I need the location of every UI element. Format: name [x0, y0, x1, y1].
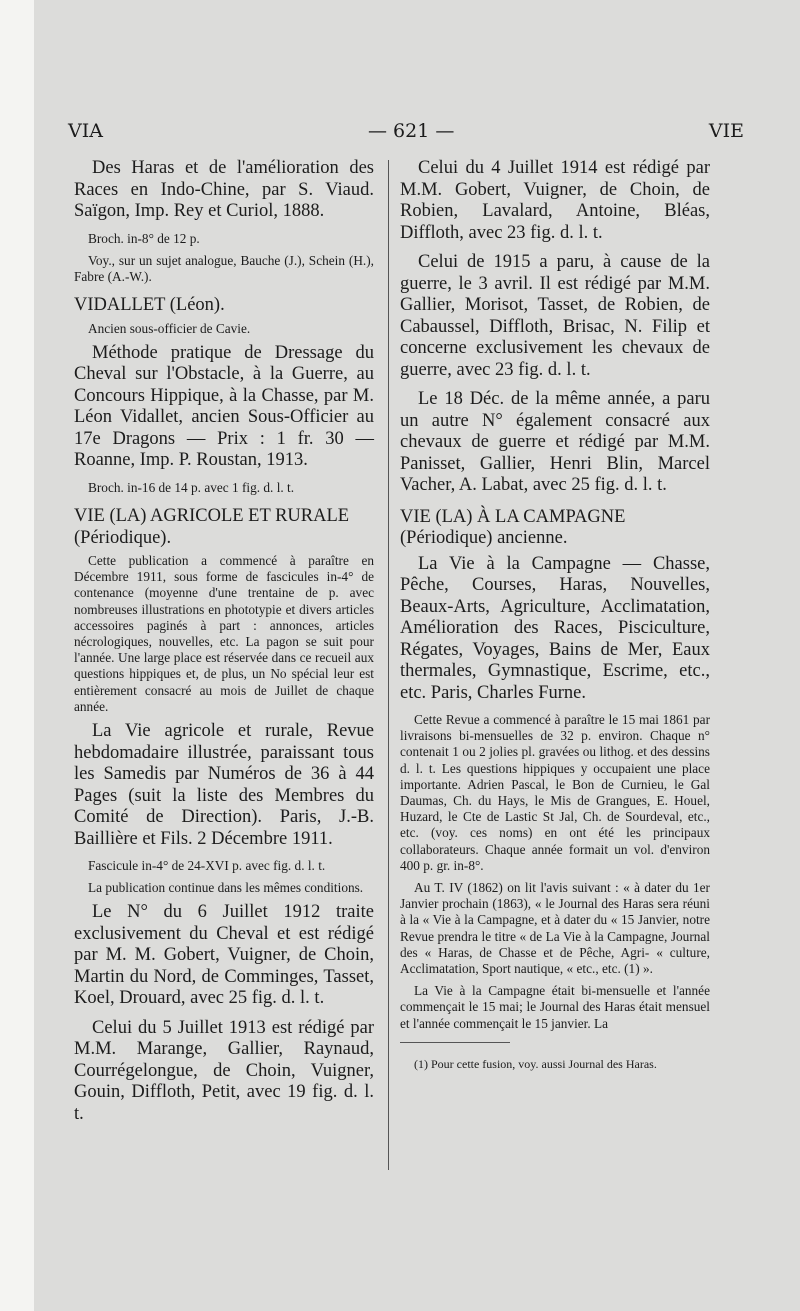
footnote: (1) Pour cette fusion, voy. aussi Journal des Haras.: [414, 1056, 657, 1071]
entry-note: Ancien sous-officier de Cavie.: [88, 320, 251, 336]
entry-heading: VIE (LA) À LA CAMPAGNE (Périodique) ancienne.: [400, 506, 626, 548]
entry-text: Le 18 Déc. de la même année, a paru un autre N° également consacré aux chevaux de guerre et rédigé par M.M. Panisset, Gallier, Henri Blin, Marcel Vacher, A. Labat, avec 25 fig. d. l. t.: [400, 389, 710, 495]
entry-note: Au T. IV (1862) on lit l'avis suivant : « à dater du 1er Janvier prochain (1863), « le Journal des Haras sera réuni à la « Vie à la Campagne, et à dater du « 15 Janvier, notre Revue prendra le titre « de La Vie à la Campagne, Journal des « Haras, de Chasse et de Pêche, Agri- « culture, Acclimatation, Sport nautique, « etc., etc. (1) ».: [400, 880, 710, 977]
entry-note: Broch. in-16 de 14 p. avec 1 fig. d. l. t.: [88, 479, 295, 495]
right-column: [400, 158, 710, 1071]
entry-heading: VIDALLET (Léon).: [74, 295, 225, 316]
entry-note: La publication continue dans les mêmes conditions.: [88, 880, 364, 896]
footnote-rule: [400, 1042, 510, 1043]
entry-text: La Vie agricole et rurale, Revue hebdomadaire illustrée, paraissant tous les Samedis par Numéros de 36 à 44 Pages (suit la liste des Membres du Comité de Direction). Paris, J.-B. Baillière et Fils. 2 Décembre 1911.: [74, 721, 374, 849]
header-left: VIA: [68, 120, 103, 142]
entry-heading: VIE (LA) AGRICOLE ET RURALE (Périodique).: [74, 506, 350, 548]
entry-note: Cette publication a commencé à paraître en Décembre 1911, sous forme de fascicules in-4° de contenance (moyenne d'une trentaine de p. avec nombreuses illustrations en phototypie et divers articles accessoires paginés à part : annonces, articles nécrologiques, nouvelles, etc. La pagon se suit pour l'année. Une large place est réservée dans ce recueil aux questions hippiques et, de plus, un No spécial leur est entièrement consacré au mois de Juillet de chaque année.: [74, 553, 374, 714]
entry-text: La Vie à la Campagne — Chasse, Pêche, Courses, Haras, Nouvelles, Beaux-Arts, Agriculture, Acclimatation, Amélioration des Races, Pisciculture, Régates, Voyages, Bains de Mer, Eaux thermales, Gymnastique, Escrime, etc., etc. Paris, Charles Furne.: [400, 553, 710, 703]
entry-note: Broch. in-8° de 12 p.: [88, 230, 200, 246]
entry-note: Voy., sur un sujet analogue, Bauche (J.), Schein (H.), Fabre (A.-W.).: [74, 252, 374, 284]
column-rule: [388, 160, 389, 1170]
entry-note: La Vie à la Campagne était bi-mensuelle et l'année commençait le 15 mai; le Journal des Haras était mensuel et l'année commençait le 15 janvier. La: [400, 983, 710, 1031]
header-right: VIE: [708, 120, 744, 142]
entry-note: Fascicule in-4° de 24-XVI p. avec fig. d. l. t.: [88, 858, 326, 874]
page-number: — 621 —: [368, 120, 455, 142]
entry-text: Celui du 4 Juillet 1914 est rédigé par M.M. Gobert, Vuigner, de Choin, de Robien, Lavalard, Antoine, Bléas, Diffloth, avec 23 fig. d. l. t.: [400, 158, 710, 243]
left-column: [74, 158, 374, 1133]
entry-note: Cette Revue a commencé à paraître le 15 mai 1861 par livraisons bi-mensuelles de 32 p. environ. Chaque n° contenait 1 ou 2 jolies pl. gravées ou lithog. et des dessins d. l. t. Les questions hippiques y occupaient une place importante. Adrien Pascal, le Bon de Curnieu, le Gal Daumas, Ch. du Hays, le Mis de Grangues, E. Houel, Huzard, le Cte de Lastic St Jal, Ch. de Sourdeval, etc., etc. (voy. ces noms) en ont été les principaux collaborateurs. Chaque année formait un vol. d'environ 400 p. gr. in-8°.: [400, 712, 710, 873]
entry-text: Celui de 1915 a paru, à cause de la guerre, le 3 avril. Il est rédigé par M.M. Gallier, Morisot, Tasset, de Robien, de Cabaussel, Diffloth, Brisac, N. Filip et concerne exclusivement les chevaux de guerre, avec 23 fig. d. l. t.: [400, 252, 710, 380]
page-edge: [0, 0, 34, 1311]
entry-text: Celui du 5 Juillet 1913 est rédigé par M.M. Marange, Gallier, Raynaud, Courrégelongue, de Choin, Vuigner, Gouin, Diffloth, Petit, avec 19 fig. d. l. t.: [74, 1017, 374, 1124]
entry-text: Méthode pratique de Dressage du Cheval sur l'Obstacle, à la Guerre, au Concours Hippique, à la Chasse, par M. Léon Vidallet, ancien Sous-Officier au 17e Dragons — Prix : 1 fr. 30 — Roanne, Imp. P. Roustan, 1913.: [74, 342, 374, 471]
running-header: [68, 120, 744, 150]
entry-text: Des Haras et de l'amélioration des Races en Indo-Chine, par S. Viaud. Saïgon, Imp. Rey et Curiol, 1888.: [74, 158, 374, 221]
entry-text: Le N° du 6 Juillet 1912 traite exclusivement du Cheval et est rédigé par M. M. Gobert, Vuigner, de Choin, Martin du Nord, de Comminges, Tasset, Koel, Drouard, avec 25 fig. d. l. t.: [74, 902, 374, 1009]
